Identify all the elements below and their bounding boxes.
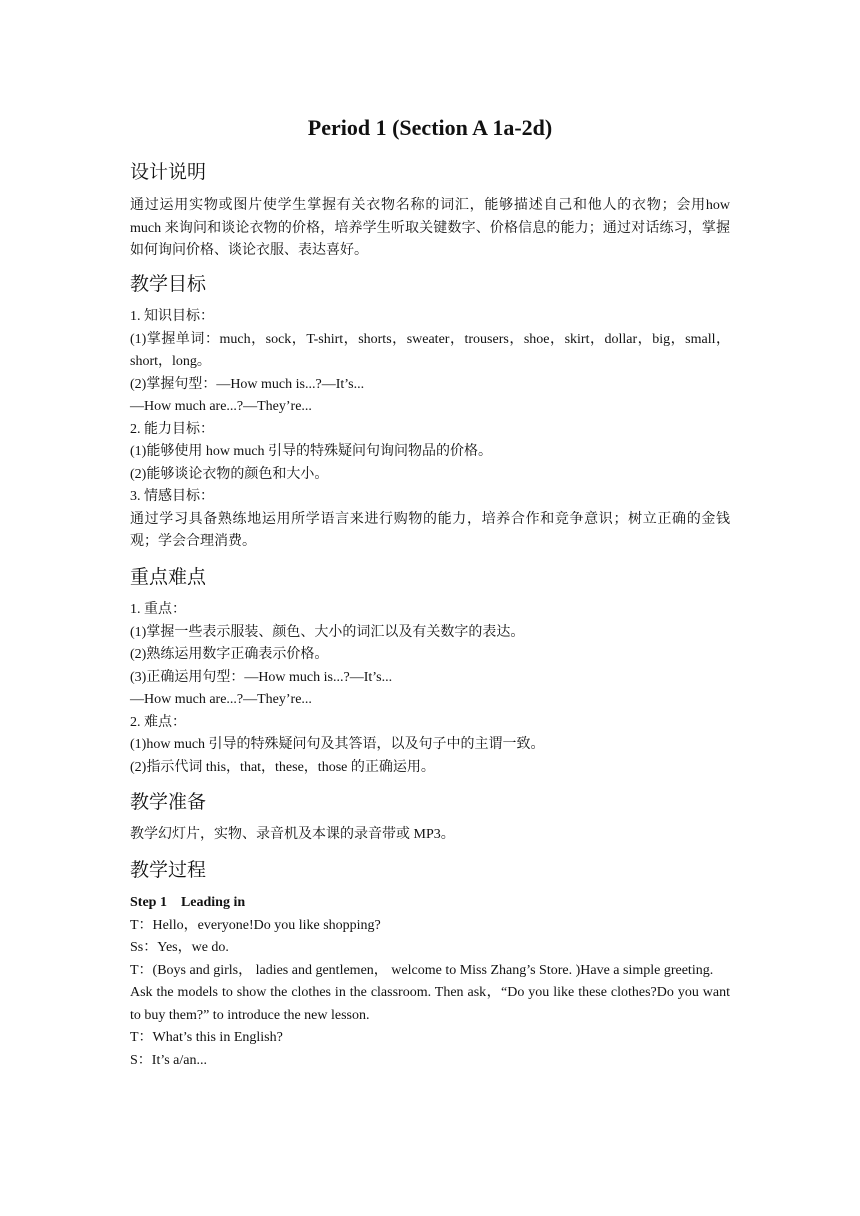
process-line: T：Hello，everyone!Do you like shopping? xyxy=(130,917,381,933)
objective-line: (1)掌握单词：much，sock，T-shirt，shorts，sweater，trousers，shoe，skirt，dollar，big，small，short，long。 xyxy=(130,331,730,369)
keypoint-line: (1)how much 引导的特殊疑问句及其答语，以及句子中的主谓一致。 xyxy=(130,737,545,752)
keypoint-line: (1)掌握一些表示服装、颜色、大小的词汇以及有关数字的表达。 xyxy=(130,624,525,640)
objective-line: (2)掌握句型：—How much is...?—It’s... xyxy=(130,376,365,392)
objective-line: 通过学习具备熟练地运用所学语言来进行购物的能力，培养合作和竞争意识；树立正确的金钱观；学会合理消费。 xyxy=(130,511,730,549)
keypoint-line: (3)正确运用句型：—How much is...?—It’s... xyxy=(130,669,393,685)
process-line: Ask the models to show the clothes in the classroom. Then ask，“Do you like these clothes?Do you want to buy them?” to introduce the new lesson. xyxy=(130,985,730,1023)
objective-line: (2)能够谈论衣物的颜色和大小。 xyxy=(130,466,329,482)
section-preparation xyxy=(130,788,730,847)
section-keypoints xyxy=(130,563,730,779)
page-title: Period 1 (Section A 1a-2d) xyxy=(307,115,553,140)
process-line: T：(Boys and girls， ladies and gentlemen， welcome to Miss Zhang’s Store. )Have a simple greeting. xyxy=(130,962,714,978)
objective-line: 1. 知识目标： xyxy=(130,309,214,324)
objective-line: (1)能够使用 how much 引导的特殊疑问句询问物品的价格。 xyxy=(130,444,493,459)
step-heading xyxy=(130,892,730,915)
process-line: T：What’s this in English? xyxy=(130,1030,283,1045)
section-design xyxy=(130,158,730,263)
section-heading: 教学准备 xyxy=(130,791,207,813)
process-line: S：It’s a/an... xyxy=(130,1052,207,1068)
section-heading: 重点难点 xyxy=(130,566,207,588)
section-objectives xyxy=(130,270,730,554)
objective-line: —How much are...?—They’re... xyxy=(130,399,312,414)
section-heading: 设计说明 xyxy=(130,161,207,183)
objective-line: 3. 情感目标： xyxy=(130,489,214,504)
process-line: Ss：Yes，we do. xyxy=(130,940,229,955)
keypoint-line: (2)指示代词 this，that，these，those 的正确运用。 xyxy=(130,759,435,775)
section-heading: 教学过程 xyxy=(130,859,207,881)
keypoint-line: 2. 难点： xyxy=(130,714,186,730)
step-title: Leading in xyxy=(180,895,246,910)
objective-line: 2. 能力目标： xyxy=(130,421,214,437)
section-heading: 教学目标 xyxy=(130,273,207,295)
design-paragraph: 通过运用实物或图片使学生掌握有关衣物名称的词汇，能够描述自己和他人的衣物；会用how much 来询问和谈论衣物的价格，培养学生听取关键数字、价格信息的能力；通过对话练习，掌握如何询问价格、谈论衣服、表达喜好。 xyxy=(130,198,730,258)
section-process xyxy=(130,856,730,1072)
preparation-paragraph: 教学幻灯片，实物、录音机及本课的录音带或 MP3。 xyxy=(130,827,455,842)
keypoint-line: 1. 重点： xyxy=(130,602,186,617)
keypoint-line: (2)熟练运用数字正确表示价格。 xyxy=(130,647,329,662)
step-label: Step 1 xyxy=(130,895,167,910)
keypoint-line: —How much are...?—They’re... xyxy=(130,692,312,707)
